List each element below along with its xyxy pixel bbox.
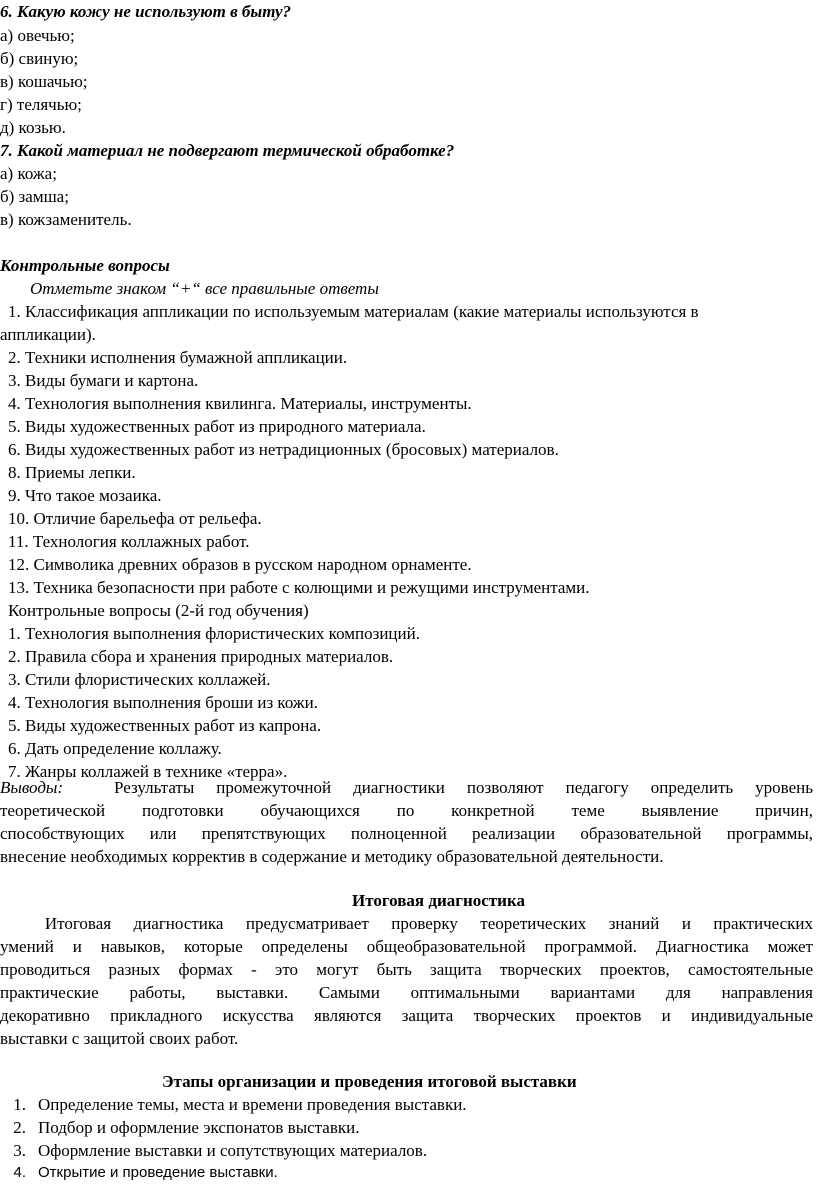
control-item: 9. Что такое мозаика.	[8, 486, 162, 505]
control-item: 12. Символика древних образов в русском народном орнаменте.	[8, 555, 472, 574]
control2-item: 7. Жанры коллажей в технике «терра».	[8, 762, 288, 781]
stages-item-number: 1.	[13, 1095, 26, 1114]
control2-item: 3. Стили флористических коллажей.	[8, 670, 271, 689]
q6-option-d: г) телячью;	[0, 95, 82, 114]
conclusions-label: Выводы:	[0, 778, 64, 797]
final-paragraph-line: проводиться разных формах - это могут быть защита творческих проектов, самостоятельные	[0, 960, 813, 979]
control2-heading: Контрольные вопросы (2-й год обучения)	[8, 601, 309, 620]
stages-item-text: Оформление выставки и сопутствующих материалов.	[38, 1141, 428, 1160]
stages-item-text: Определение темы, места и времени проведения выставки.	[38, 1095, 467, 1114]
stages-item-number: 3.	[13, 1141, 26, 1160]
stages-heading: Этапы организации и проведения итоговой выставки	[162, 1072, 577, 1091]
question-6: 6. Какую кожу не используют в быту?	[0, 2, 292, 21]
conclusions-line-1: Результаты промежуточной диагностики позволяют педагогу определить уровень	[114, 778, 813, 797]
q6-option-c: в) кошачью;	[0, 72, 88, 91]
q7-option-b: б) замша;	[0, 187, 69, 206]
control-item: 3. Виды бумаги и картона.	[8, 371, 199, 390]
final-paragraph-line: декоративно прикладного искусства являются защита творческих проектов и индивидуальные	[0, 1006, 813, 1025]
control-instruction: Отметьте знаком “+“ все правильные ответы	[30, 279, 379, 298]
control-item: 4. Технология выполнения квилинга. Материалы, инструменты.	[8, 394, 472, 413]
conclusions-line-2: теоретической подготовки обучающихся по конкретной теме выявление причин,	[0, 801, 813, 820]
control-item: 11. Технология коллажных работ.	[8, 532, 250, 551]
stages-item-text: Открытие и проведение выставки.	[38, 1164, 278, 1181]
question-7: 7. Какой материал не подвергают термической обработке?	[0, 141, 455, 160]
conclusions-line-3: способствующих или препятствующих полноценной реализации образовательной программы,	[0, 824, 813, 843]
control-item-1a: 1. Классификация аппликации по используемым материалам (какие материалы используются в	[8, 302, 699, 321]
q7-option-c: в) кожзаменитель.	[0, 210, 132, 229]
stages-item	[0, 1139, 427, 1162]
control-item: 5. Виды художественных работ из природного материала.	[8, 417, 426, 436]
q6-option-b: б) свиную;	[0, 49, 79, 68]
final-paragraph-line: практические работы, выставки. Самыми оптимальными вариантами для направления	[0, 983, 813, 1002]
control2-item: 5. Виды художественных работ из капрона.	[8, 716, 322, 735]
final-paragraph-line: выставки с защитой своих работ.	[0, 1029, 239, 1048]
control2-item: 1. Технология выполнения флористических композиций.	[8, 624, 420, 643]
control-item-1b: аппликации).	[0, 325, 96, 344]
control-item: 2. Техники исполнения бумажной аппликации.	[8, 348, 348, 367]
stages-item-number: 2.	[13, 1118, 26, 1137]
control-item: 13. Техника безопасности при работе с колющими и режущими инструментами.	[8, 578, 590, 597]
final-paragraph-line: умений и навыков, которые определены общеобразовательной программой. Диагностика может	[0, 937, 813, 956]
stages-item-number: 4.	[13, 1164, 26, 1181]
control-item: 10. Отличие барельефа от рельефа.	[8, 509, 262, 528]
control-item: 6. Виды художественных работ из нетрадиционных (бросовых) материалов.	[8, 440, 559, 459]
q6-option-a: а) овечью;	[0, 26, 75, 45]
stages-item	[0, 1093, 467, 1116]
stages-item	[0, 1161, 278, 1184]
control2-item: 2. Правила сбора и хранения природных материалов.	[8, 647, 394, 666]
control2-item: 6. Дать определение коллажу.	[8, 739, 222, 758]
stages-item-text: Подбор и оформление экспонатов выставки.	[38, 1118, 360, 1137]
q7-option-a: а) кожа;	[0, 164, 57, 183]
control2-item: 4. Технология выполнения броши из кожи.	[8, 693, 318, 712]
q6-option-e: д) козью.	[0, 118, 66, 137]
conclusions-line-4: внесение необходимых корректив в содержание и методику образовательной деятельности.	[0, 847, 664, 866]
stages-item	[0, 1116, 360, 1139]
control-questions-heading: Контрольные вопросы	[0, 256, 170, 275]
control-item: 8. Приемы лепки.	[8, 463, 136, 482]
final-diagnostics-heading: Итоговая диагностика	[352, 891, 525, 910]
final-paragraph-line: Итоговая диагностика предусматривает проверку теоретических знаний и практических	[0, 914, 813, 933]
